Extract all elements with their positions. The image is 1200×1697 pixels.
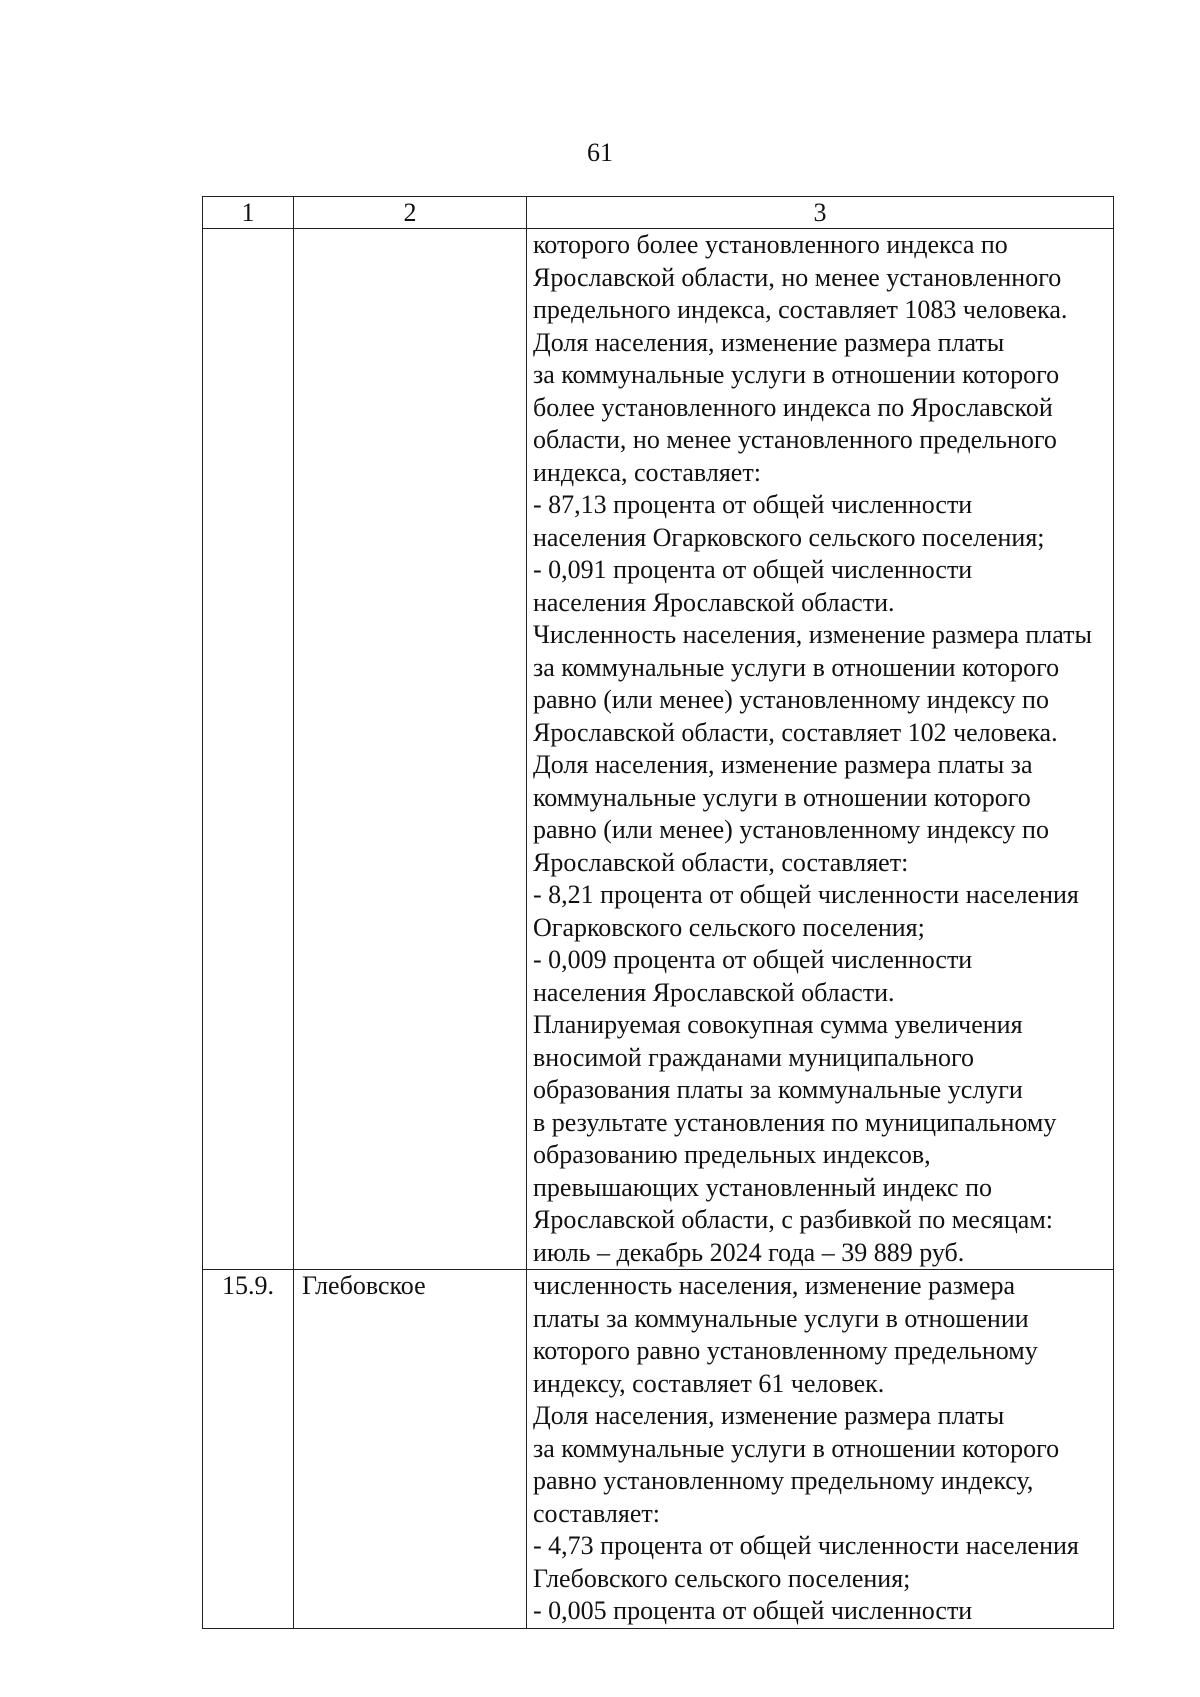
text-line: Численность населения, изменение размера платы: [533, 620, 1092, 649]
text-line: платы за коммунальные услуги в отношении: [533, 1303, 1029, 1333]
text-line: образования платы за коммунальные услуги: [533, 1075, 1023, 1104]
text-line: - 0,009 процента от общей численности: [533, 945, 973, 974]
text-line: - 4,73 процента от общей численности населения: [533, 1531, 1079, 1560]
text-line: - 87,13 процента от общей численности: [533, 490, 973, 519]
text-line: более установленного индекса по Ярославской: [533, 392, 1053, 422]
text-line: - 0,005 процента от общей численности: [533, 1596, 973, 1625]
text-line: равно установленному предельному индексу,: [533, 1466, 1034, 1495]
column-header-2: 2: [294, 197, 527, 229]
text-line: Доля населения, изменение размера платы за: [533, 750, 1033, 779]
text-line: индексу, составляет 61 человек.: [533, 1368, 885, 1398]
text-line: Глебовского сельского поселения;: [533, 1563, 911, 1593]
text-line: населения Ярославской области.: [533, 977, 895, 1007]
text-line: образованию предельных индексов,: [533, 1140, 931, 1169]
text-line: населения Огарковского сельского поселения;: [533, 522, 1045, 552]
text-line: в результате установления по муниципальному: [533, 1107, 1057, 1137]
table-row: [203, 1270, 1114, 1629]
table-header-row: [203, 197, 1114, 229]
column-header-3: 3: [527, 197, 1114, 229]
row-number-cell: 15.9.: [203, 1270, 294, 1629]
text-line: вносимой гражданами муниципального: [533, 1042, 974, 1072]
text-line: которого более установленного индекса по: [533, 230, 1008, 259]
text-line: Ярославской области, с разбивкой по месяцам:: [533, 1205, 1054, 1234]
text-line: за коммунальные услуги в отношении которого: [533, 1433, 1060, 1463]
text-line: которого равно установленному предельному: [533, 1336, 1038, 1365]
table-body: [203, 229, 1114, 1629]
column-header-1: 1: [203, 197, 294, 229]
text-line: Ярославской области, но менее установленного: [533, 262, 1062, 292]
text-line: Ярославской области, составляет:: [533, 847, 909, 877]
text-line: индекса, составляет:: [533, 457, 761, 487]
description-cell: [527, 229, 1114, 1270]
settlement-name-cell: Глебовское: [294, 1270, 527, 1629]
text-line: Доля населения, изменение размера платы: [533, 1401, 1005, 1430]
text-line: Ярославской области, составляет 102 человека.: [533, 717, 1058, 747]
text-line: за коммунальные услуги в отношении которого: [533, 360, 1060, 389]
text-line: за коммунальные услуги в отношении которого: [533, 652, 1060, 682]
text-line: области, но менее установленного предельного: [533, 425, 1057, 454]
text-line: июль – декабрь 2024 года – 39 889 руб.: [533, 1237, 965, 1267]
text-line: Огарковского сельского поселения;: [533, 912, 925, 942]
text-line: - 0,091 процента от общей численности: [533, 555, 973, 584]
text-line: равно (или менее) установленному индексу по: [533, 815, 1049, 844]
text-line: населения Ярославской области.: [533, 587, 895, 617]
page-number: 61: [587, 138, 613, 167]
text-line: Планируемая совокупная сумма увеличения: [533, 1010, 1023, 1039]
document-table: [202, 196, 1114, 1629]
settlement-name-cell: [294, 229, 527, 1270]
text-line: превышающих установленный индекс по: [533, 1172, 992, 1202]
text-line: численность населения, изменение размера: [533, 1271, 1016, 1300]
row-number-cell: [203, 229, 294, 1270]
text-line: составляет:: [533, 1498, 660, 1528]
table-row: [203, 229, 1114, 1270]
text-line: Доля населения, изменение размера платы: [533, 327, 1005, 357]
text-line: коммунальные услуги в отношении которого: [533, 782, 1031, 812]
description-cell: [527, 1270, 1114, 1629]
text-line: равно (или менее) установленному индексу по: [533, 685, 1049, 714]
text-line: предельного индекса, составляет 1083 человека.: [533, 295, 1068, 324]
text-line: - 8,21 процента от общей численности населения: [533, 880, 1079, 909]
